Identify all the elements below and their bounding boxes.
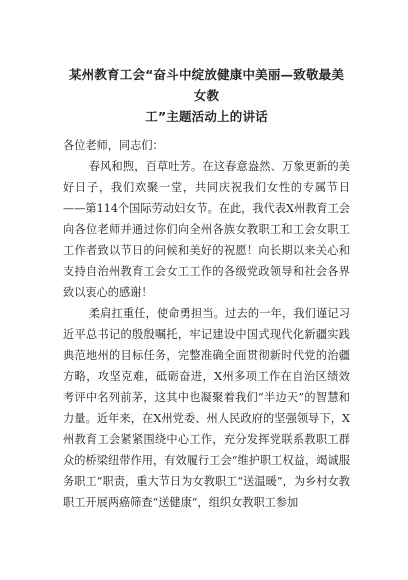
salutation: 各位老师，同志们： (63, 139, 164, 152)
title-line-1: 某州教育工会“奋斗中绽放健康中美丽—致敬最美女教 (68, 67, 345, 103)
title-line-2: 工”主题活动上的讲话 (145, 109, 268, 124)
document-title (63, 64, 350, 127)
paragraph-2: 柔肩扛重任，使命勇担当。过去的一年，我们谨记习近平总书记的殷殷嘱托，牢记建设中国式现代化新疆实践典范地州的目标任务，完整准确全面贯彻新时代党的治疆方略，攻坚克难，砥砺奋进，X州多项工作在自治区绩效考评中名列前茅，这其中也凝聚着我们“半边天”的智慧和力量。近年来，在X州党委、州人民政府的坚强领导下，X州教育工会紧紧围绕中心工作，充分发挥党联系教职工群众的桥梁纽带作用，有效履行工会“维护职工权益，竭诚服务职工”职责，重大节日为女教职工“送温暖”，为乡村女教职工开展两癌筛查“送健康”，组织女教职工参加 (63, 307, 350, 509)
paragraph-1: 春风和煦，百草吐芳。在这春意盎然、万象更新的美好日子，我们欢聚一堂，共同庆祝我们女性的专属节日——第114个国际劳动妇女节。在此，我代表X州教育工会向各位老师并通过你们向全州各族女教职工和工会女职工工作者致以节日的问候和美好的祝愿！向长期以来关心和支持自治州教育工会女工工作的各级党政领导和社会各界致以衷心的感谢！ (63, 160, 350, 299)
